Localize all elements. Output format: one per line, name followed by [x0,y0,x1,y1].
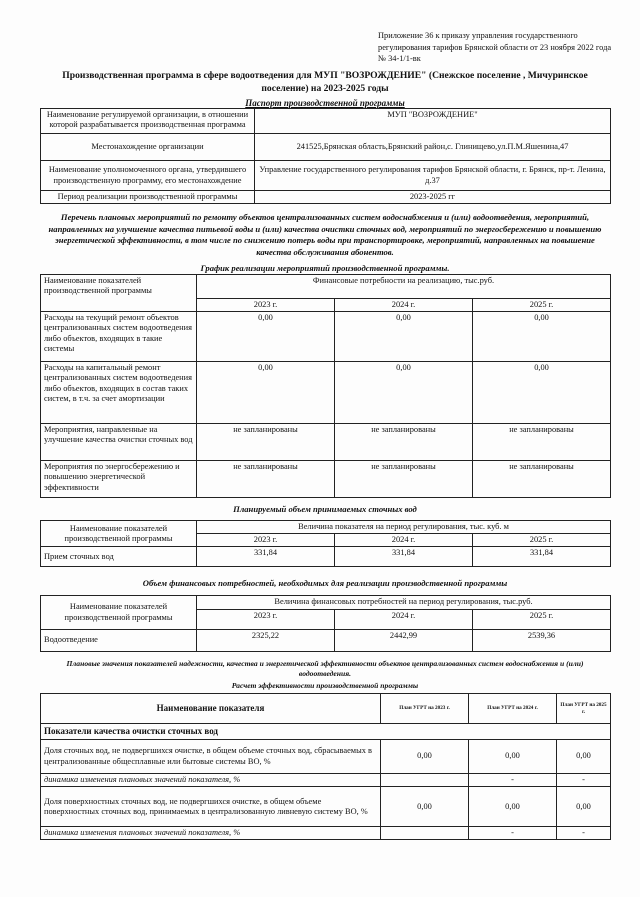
volume-group-label: Величина показателя на период регулирования, тыс. куб. м [197,521,611,534]
passport-value: Управление государственного регулирования тарифов Брянской области, г. Брянск, пр-т. Ленина, д.37 [255,161,611,191]
passport-label: Наименование регулируемой организации, в отношении которой разрабатывается производственная программа [41,109,255,134]
measures-heading: График реализации мероприятий производственной программы. [200,263,450,273]
measures-row [41,461,611,498]
dynamics-value [381,774,469,787]
document-title: Производственная программа в сфере водоотведения для МУП "ВОЗРОЖДЕНИЕ" (Снежское поселение , Мичуринское поселение) на 2023-2025 годы [62,70,588,94]
measure-label: Расходы на текущий ремонт объектов централизованных систем водоотведения либо объектов, входящих в такие системы [41,312,197,362]
measure-value: 0,00 [197,362,335,424]
passport-row [41,109,611,134]
finance-value: 2539,36 [473,630,611,652]
year-header: 2024 г. [335,610,473,630]
measures-row [41,424,611,461]
finance-row [41,630,611,652]
finance-group-label: Величина финансовых потребностей на период регулирования, тыс.руб. [197,596,611,610]
indicator-value: 0,00 [557,787,611,827]
indicator-value: 0,00 [469,740,557,774]
finance-heading: Объем финансовых потребностей, необходимых для реализации производственной программы [142,578,508,588]
order-reference-note: Приложение 36 к приказу управления государственного регулирования тарифов Брянской области от 23 ноября 2022 года № 34-1/1-вк [378,31,612,64]
efficiency-row [41,740,611,774]
year-header: 2023 г. [197,299,335,312]
dynamics-value: - [469,774,557,787]
volume-row [41,547,611,567]
dynamics-value: - [469,827,557,840]
finance-row-label: Водоотведение [41,630,197,652]
efficiency-section-title: Показатели качества очистки сточных вод [41,724,611,740]
volume-value: 331,84 [473,547,611,567]
passport-label: Местонахождение организации [41,134,255,161]
year-header: 2024 г. [335,534,473,547]
measure-value: не запланированы [335,461,473,498]
passport-value: 2023-2025 гг [255,191,611,204]
measures-col-label: Наименование показателей производственной программы [41,275,197,312]
measure-label: Мероприятия по энергосбережению и повышению энергетической эффективности [41,461,197,498]
measure-value: не запланированы [473,424,611,461]
measure-value: 0,00 [473,362,611,424]
indicator-value: 0,00 [381,787,469,827]
volume-value: 331,84 [197,547,335,567]
indicator-label: Доля сточных вод, не подвергшихся очистке, в общем объеме сточных вод, сбрасываемых в централизованные общесплавные или бытовые системы ВО, % [41,740,381,774]
dynamics-label: динамика изменения плановых значений показателя, % [41,827,381,840]
finance-value: 2442,99 [335,630,473,652]
indicator-label: Доля поверхностных сточных вод, не подвергшихся очистке, в общем объеме поверхностных сточных вод, принимаемых в централизованную ливневую систему ВО, % [41,787,381,827]
indicator-value: 0,00 [557,740,611,774]
measure-value: не запланированы [473,461,611,498]
finance-value: 2325,22 [197,630,335,652]
year-header: 2025 г. [473,534,611,547]
passport-row [41,161,611,191]
measures-row [41,312,611,362]
finance-col-label: Наименование показателей производственной программы [41,596,197,630]
dynamics-value: - [557,827,611,840]
volume-heading: Планируемый объем принимаемых сточных вод [233,504,417,514]
efficiency-row [41,787,611,827]
year-header: 2023 г. [197,610,335,630]
measure-value: не запланированы [197,461,335,498]
measures-table [40,274,611,498]
measures-row [41,362,611,424]
passport-value: МУП "ВОЗРОЖДЕНИЕ" [255,109,611,134]
dynamics-label: динамика изменения плановых значений показателя, % [41,774,381,787]
passport-value: 241525,Брянская область,Брянский район,с. Глинищево,ул.П.М.Яшенина,47 [255,134,611,161]
measure-value: 0,00 [335,362,473,424]
dynamics-value [381,827,469,840]
efficiency-heading: Расчет эффективности производственной программы [231,681,419,690]
efficiency-table [40,693,611,840]
measure-label: Мероприятия, направленные на улучшение качества очистки сточных вод [41,424,197,461]
year-header: 2025 г. [473,610,611,630]
efficiency-row [41,827,611,840]
passport-row [41,191,611,204]
plan-2024-header: План УГРТ на 2024 г. [469,694,557,724]
plan-2023-header: План УГРТ на 2023 г. [381,694,469,724]
dynamics-value: - [557,774,611,787]
measure-label: Расходы на капитальный ремонт централизованных систем водоотведения либо объектов, входящих в состав таких систем, в т.ч. за счет амортизации [41,362,197,424]
passport-label: Период реализации производственной программы [41,191,255,204]
volume-row-label: Прием сточных вод [41,547,197,567]
measure-value: 0,00 [197,312,335,362]
finance-table [40,595,611,652]
measure-value: 0,00 [335,312,473,362]
plan-2025-header: План УГРТ на 2025 г. [557,694,611,724]
passport-heading: Паспорт производственной программы [245,98,405,108]
passport-table [40,108,611,204]
volume-value: 331,84 [335,547,473,567]
passport-row [41,134,611,161]
volume-col-label: Наименование показателей производственной программы [41,521,197,547]
efficiency-col-label: Наименование показателя [41,694,381,724]
efficiency-row [41,774,611,787]
year-header: 2025 г. [473,299,611,312]
measure-value: 0,00 [473,312,611,362]
measure-value: не запланированы [197,424,335,461]
efficiency-intro: Плановые значения показателей надежности, качества и энергетической эффективности объектов централизованных систем водоснабжения и (или) водоотведения. [66,659,584,678]
year-header: 2024 г. [335,299,473,312]
measures-intro: Перечень плановых мероприятий по ремонту объектов централизованных систем водоснабжения и (или) водоотведения, мероприятий, направленных на улучшение качества питьевой воды и (или) качества очистки сточных вод, мероприятий по энергосбережению и повышению энергетической эффективности, в том числе по снижению потерь воды при транспортировке, мероприятий, направленных на повышение качества обслуживания абонентов. [48,212,602,257]
measures-group-label: Финансовые потребности на реализацию, тыс.руб. [197,275,611,299]
volume-table [40,520,611,567]
year-header: 2023 г. [197,534,335,547]
indicator-value: 0,00 [381,740,469,774]
indicator-value: 0,00 [469,787,557,827]
passport-label: Наименование уполномоченного органа, утвердившего производственную программу, его местонахождение [41,161,255,191]
measure-value: не запланированы [335,424,473,461]
